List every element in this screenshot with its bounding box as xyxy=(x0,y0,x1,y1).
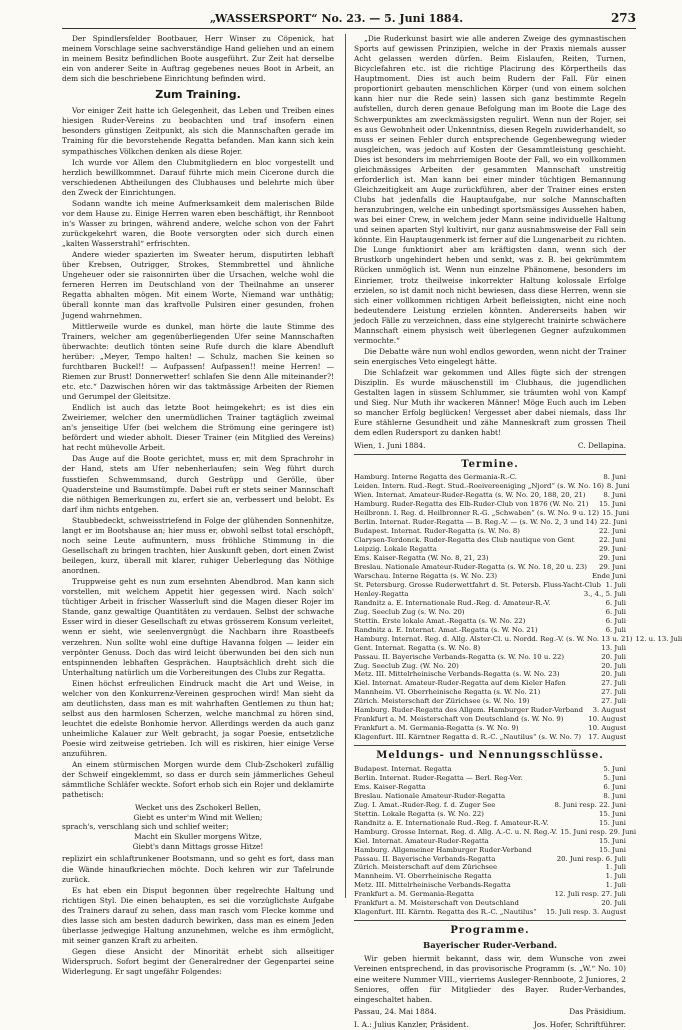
column-divider xyxy=(345,34,346,898)
verse-line: Giebt es unter'm Wind mit Wellen; xyxy=(133,812,263,822)
programme-text: Wir geben hiermit bekannt, dass wir, dem Wunsche von zwei Vereinen entsprechend, in das provisorische Programm (s. „W.“ No. 10) eine weitere Nummer VIII., vierriems Ausleger-Rennboote, 2 Juniores, 2 Seniores, offen für Mitglieder des Bayer. Ruder-Verbandes, eingeschaltet haben. xyxy=(354,954,626,1004)
section-rule xyxy=(354,920,626,921)
article-paragraph: „Die Ruderkunst basirt wie alle anderen Zweige des gymnastischen Sports auf gewissen Prinzipien, welche in der Praxis niemals ausser Acht gelassen werden dürfen. Beim Eislaufen, Reiten, Turnen, Bicyclefahren etc. ist die richtige Placirung des Körpertheils das Hauptmoment. Dies ist auch beim Rudern der Fall. Für einen proportionirt gebauten menschlichen Körper (und von einem solchen kann hier nur die Rede sein) lassen sich ganz bestimmte Regeln aufstellen, durch deren genaue Befolgung man im Boote die Lage des Schwerpunktes am zweckmässigsten regulirt. Wenn nun der Rojer, sei es aus Gewohnheit oder Unkenntniss, diesen Regeln zuwiderhandelt, so muss er seinen Fehler durch entsprechende Gegenbewegung wieder ausgleichen, was jedoch auf Kosten der Gesammtleistung geschieht. Dies ist besonders im mehrriemigen Boote der Fall, wo ein vollkommen gleichmässiges Arbeiten der gesammten Mannschaft unstreitig erforderlich ist. Man kann bei einer minder tüchtigen Bemannung Gleichzeitigkeit am Auge zurückführen, aber der Trainer eines ersten Clubs hat jedenfalls die Hauptaufgabe, nur solche Mannschaften heranzubringen, welche ein unbedingt sportsmässiges Aussehen haben, was bei einer Crew, in welchem jeder Mann seine individuelle Haltung und seinen aparten Styl kultivirt, nur ganz ausnahmsweise der Fall sein könnte. Ein Hauptaugenmerk ist ferner auf die Lungenarbeit zu richten. Die Lunge funktionirt aber am kräftigsten dann, wenn sich der Brustkorb ungehindert heben und senkt, was z. B. bei gekrümmtem Rücken unmöglich ist. Wenn nun einzelne Phänomene, besonders im Einriemer, trotz theilweise inkorrekter Haltung kolossale Erfolge erzielen, so ist damit noch nicht bewiesen, dass diese Herren, wenn sie sich einer vollkommen richtigen Arbeit befleissigten, nicht eine noch bedeutendere Leistung erzielen könnten. Andererseits haben wir jedoch Fälle zu verzeichnen, dass eine stylgerecht trainirte schwächere Mannschaft einem physisch weit überlegenen Gegner aufzukommen vermochte.“ xyxy=(354,34,626,345)
event-name: Berlin. Internat. Ruder-Regatta — Berl. Reg-Ver. xyxy=(354,773,523,782)
programme-org: Das Präsidium. xyxy=(569,1006,626,1016)
article-paragraph: Einen höchst erfreulichen Eindruck macht die Art und Weise, in welcher von den Konkurrenz-Vereinen gesprochen wird! Man sieht da am deutlichsten, dass man es mit wahrhaften Gentlemen zu thun hat; selbst aus den harmlosen Scherzen, welche manchmal zu hören sind, leuchtet die edelste Bonhomie hervor. Allerdings werden da auch ganz unheimliche Kalauer zur Welt gebracht, ja sogar Poesie, entsetzliche Poesie wird zeitweise getrieben. Ich will es riskiren, hier einige Verse anzuführen. xyxy=(62,678,334,759)
event-name: Randnitz a. E. Internationale Rud.-Reg. d. Amateur-R.-V. xyxy=(354,598,551,607)
event-name: Wien. Internat. Amateur-Ruder-Regatta (s. W. No. 20, 188, 20, 21) xyxy=(354,491,586,500)
article-paragraph: Es hat eben ein Disput begonnen über regelrechte Haltung und richtigen Styl. Die einen behaupten, es sei die vorzüglichste Aufgabe des Trainers darauf zu sehen, dass man rasch vom Flecke komme und dies lasse sich am besten dadurch bewirken, dass man es einem Jeden überlasse jedwegige Haltung anzunehmen, welche es ihm ermöglicht, mit seiner ganzen Kraft zu arbeiten. xyxy=(62,885,334,945)
event-date: 8. Juni resp. 22. Juni xyxy=(554,800,626,809)
event-date: 13. Juli xyxy=(601,643,626,652)
event-date: 29. Juni xyxy=(599,553,626,562)
event-name: Klagenfurt. III. Kärntner Regatta d. R.-C. „Nautilus“ (s. W. No. 7) xyxy=(354,733,582,742)
event-row xyxy=(354,554,626,563)
event-name: Warschau. Interne Regatta (s. W. No. 23) xyxy=(354,571,498,580)
page-number: 273 xyxy=(610,11,636,25)
event-name: Zürich. Meisterschaft auf dem Zürichsee xyxy=(354,863,498,872)
verse-line: Macht ein Skuller morgens Witze, xyxy=(134,832,262,842)
event-row xyxy=(354,608,626,617)
event-row xyxy=(354,908,626,917)
event-date: 3., 4., 5. Juli xyxy=(583,589,626,598)
event-row xyxy=(354,634,682,644)
article-paragraph: Vor einiger Zeit hatte ich Gelegenheit, das Leben und Treiben eines hiesigen Ruder-Vereins zu beobachten und traf insofern einen besonders günstigen Zeitpunkt, als sich die Mannschaften gerade im Training für die bevorstehende Regatta befanden. Man kann sich kein sympathisches Völkchen denken als diese Rojer. xyxy=(62,106,334,156)
event-name: Zug. I. Amat.-Ruder-Reg. f. d. Zuger See xyxy=(354,800,496,809)
event-row xyxy=(354,662,626,671)
event-date: 22. Juni xyxy=(599,526,626,535)
meldungs-heading: Meldungs- und Nennungsschlüsse. xyxy=(376,750,604,762)
event-date: 6. Juli xyxy=(605,616,626,625)
event-name: Heilbronn. I. Reg. d. Heilbronner R.-G. „Schwaben“ (s. W. No. 9 u. 12) xyxy=(354,509,600,518)
event-row xyxy=(354,837,626,846)
event-row xyxy=(354,617,626,626)
article-paragraph: Gegen diese Ansicht der Minorität erhebt sich allseitiger Widerspruch. Sofort begimt der Generalredner der Gegenpartei seine Widerlegung. Er sagt ungefähr Folgendes: xyxy=(62,947,334,977)
event-name: Frankfurt a. M. Germania-Regatta (s. W. No. 9) xyxy=(354,724,519,733)
event-date: 3. August xyxy=(592,706,626,715)
event-row xyxy=(354,855,626,864)
event-date: 8. Juni xyxy=(603,791,626,800)
event-date: 15. Juni xyxy=(599,836,626,845)
event-date: 10. August xyxy=(588,715,626,724)
event-name: Zug. Seeclub Zug. (W. No. 20) xyxy=(354,661,459,670)
event-date: 15. Juni xyxy=(599,845,626,854)
event-row xyxy=(354,697,626,706)
event-date: 22. Juni xyxy=(600,518,628,526)
event-row xyxy=(354,890,626,899)
programme-signature: Jos. Hofer, Schriftführer. xyxy=(533,1019,626,1029)
intro-paragraph: Der Spindlersfelder Bootbauer, Herr Winser zu Cöpenick, hat meinem Vorschlage seine sachverständige Hand geliehen und an einem in meinem Besitz befindlichen Boote ausgeführt. Zur Zeit hat derselbe ein von anderer Seite in Auftrag gegebenes neues Boot in Arbeit, an dem sich die beschriebene Einrichtung befinden wird. xyxy=(62,34,334,84)
event-date: Ende Juni xyxy=(592,571,626,580)
event-row xyxy=(354,801,626,810)
event-name: Clarysen-Terdonck. Ruder-Regatta des Club nautique von Gent xyxy=(354,535,575,544)
article-paragraph: Die Debatte wäre nun wohl endlos geworden, wenn nicht der Trainer sein energisches Veto eingelegt hätte. xyxy=(354,346,626,366)
event-date: 15. Juni xyxy=(599,500,626,509)
event-row xyxy=(354,810,626,819)
event-name: Henley-Regatta xyxy=(354,589,409,598)
article-paragraph: replizirt ein schlaftrunkener Bootsmann, und so geht es fort, dass man die Wände hinaufkriechen möchte. Doch kehren wir zur Tafelrunde zurück. xyxy=(62,854,334,884)
event-name: Hamburg. Ruder-Regatta des Elb-Ruder-Club von 1876 (W. No. 21) xyxy=(354,500,589,509)
event-date: 29. Juni xyxy=(599,544,626,553)
event-row xyxy=(354,706,626,715)
event-date: 15. Juni resp. 29. Juni xyxy=(560,827,637,836)
event-date: 15. Juni xyxy=(602,509,630,518)
event-date: 8. Juni xyxy=(606,482,630,491)
article-paragraph: Die Schlafzeit war gekommen und Alles fügte sich der strengen Disziplin. Es wurde mäuschenstill im Clubhaus, die jugendlichen Gestalten lagen in süssem Schlummer, sie träumten wohl von Kampf und Sieg. Nur Muth ihr wackeren Männer! Möge Euch auch im Leben so mancher Erfolg beglücken! Vergesset aber dabei niemals, dass Ihr Eure stählerne Gesundheit und zähe Manneskraft zum grossen Theil dem edlen Rudersport zu danken habt! xyxy=(354,368,626,438)
signature-place: Wien, 1. Juni 1884. xyxy=(354,440,426,450)
event-name: Breslau. Nationale Amateur-Ruder-Regatta (s. W. No. 18, 20 u. 23) xyxy=(354,562,587,571)
event-name: Stettin. Erste lokale Amat.-Regatta (s. W. No. 22) xyxy=(354,616,526,625)
event-row xyxy=(354,846,626,855)
event-name: Mannheim. VI. Oberrheinische Regatta xyxy=(354,872,492,881)
event-name: Randnitz a. E. Internationale Rud.-Reg. f. Amateur-R.-V. xyxy=(354,818,549,827)
event-name: Gent. Internat. Regatta (s. W. No. 8) xyxy=(354,643,481,652)
event-name: Metz. III. Mittelrheinische Verbands-Regatta (s. W. No. 23) xyxy=(354,670,560,679)
article-paragraph: An einem stürmischen Morgen wurde dem Club-Zschokerl zufällig der Schweif eingeklemmt, so dass er durch sein jämmerliches Geheul sämmtliche Schläfer weckte. Sofort erhob sich ein Rojer und deklamirte pathetisch: xyxy=(62,760,334,800)
event-date: 6. Juni xyxy=(603,782,626,791)
event-date: 6. Juli xyxy=(605,625,626,634)
article-paragraph: Ich wurde vor Allem den Clubmitgliedern en bloc vorgestellt und herzlich bewillkommnet. Darauf führte mich mein Cicerone durch die verschiedenen Abtheilungen des Clubhauses und belehrte mich über den Zweck der Einrichtungen. xyxy=(62,157,334,197)
event-row xyxy=(354,536,626,545)
verse-line: Giebt's dann Mittags grosse Hitze! xyxy=(132,842,264,852)
event-date: 20. Juli xyxy=(601,652,626,661)
event-row xyxy=(354,563,626,572)
event-name: Zürich. Meisterschaft der Zürichsee (s. W. No. 19) xyxy=(354,697,530,706)
event-date: 1. Juli xyxy=(605,580,626,589)
article-paragraph: Mittlerweile wurde es dunkel, man hörte die laute Stimme des Trainers, welcher am gegenüberliegenden Ufer seine Mannschaften überwachte: deutlich tönten seine Rufe durch die klare Abendluft herüber: „Meyer, Tempo halten! — Schulz, machen Sie keinen so furchtbaren Buckel!! — Aufpassen! Aufpassen!! meine Herren! — Riemen zur Brust! Donnerwetter! schlafen Sie denn Alle miteinander?! etc. etc.“ Dazwischen hören wir das taktmässige Arbeiten der Riemen und Gerumpel der Gleitsitze. xyxy=(62,321,334,402)
event-row xyxy=(354,715,626,724)
event-date: 1. Juli xyxy=(605,881,626,890)
event-row xyxy=(354,527,626,536)
event-name: Kiel. Internat. Amateur-Ruder-Regatta auf dem Kieler Hafen xyxy=(354,679,566,688)
event-name: Frankfurt a. M. Germania-Regatta xyxy=(354,890,474,899)
page-header xyxy=(62,8,636,29)
programme-subtitle: Bayerischer Ruder-Verband. xyxy=(423,940,557,951)
event-date: 27. Juli xyxy=(601,688,626,697)
left-column xyxy=(62,34,334,977)
event-name: Stettin. Lokale Regatta (s. W. No. 22) xyxy=(354,809,484,818)
verse-line: sprach's, verschlang sich und schlief weiter; xyxy=(62,822,229,832)
event-row xyxy=(354,473,626,482)
event-row xyxy=(354,599,626,608)
event-row xyxy=(354,644,626,653)
event-name: Frankfurt a. M. Meisterschaft von Deutschland (s. W. No. 9) xyxy=(354,715,564,724)
event-name: Hamburg. Allgemeiner Hamburger Ruder-Verband xyxy=(354,845,532,854)
termine-list xyxy=(354,473,682,742)
event-date: 10. August xyxy=(588,724,626,733)
right-column xyxy=(354,34,682,1029)
verse-line: Wecket uns des Zschokerl Bellen, xyxy=(135,802,261,812)
event-row xyxy=(354,545,626,554)
event-row xyxy=(354,590,626,599)
event-date: 22. Juni xyxy=(599,535,626,544)
event-name: Kiel. Internat. Amateur-Ruder-Regatta xyxy=(354,836,489,845)
article-paragraph: Das Auge auf die Boote gerichtet, muss er, mit dem Sprachrohr in der Hand, stets am Ufer nebenherlaufen; sein Weg führt durch fusstiefen Schwemmsand, durch Gestrüpp und Gerölle, über Quadersteine und Baumstümpfe. Dabei ruft er stets seiner Mannschaft die nöthigen Bemerkungen zu, erfert sie an, verbessert und belobt. Es darf ihm nichts entgehen. xyxy=(62,454,334,514)
event-row xyxy=(354,872,626,881)
event-date: 27. Juli xyxy=(601,697,626,706)
event-row xyxy=(354,653,626,662)
event-row xyxy=(354,679,626,688)
event-date: 20. Juni resp. 6. Juli xyxy=(556,854,626,863)
running-title: „WASSERSPORT“ No. 23. — 5. Juni 1884. xyxy=(209,11,464,25)
event-row xyxy=(354,482,630,491)
event-row xyxy=(354,491,626,500)
section-rule xyxy=(354,745,626,746)
event-row xyxy=(354,863,626,872)
event-name: Leipzig. Lokale Regatta xyxy=(354,544,437,553)
event-date: 20. Juli xyxy=(601,899,626,908)
event-row xyxy=(354,724,626,733)
programme-dateline xyxy=(354,1007,626,1017)
event-row xyxy=(354,581,626,590)
article-signature xyxy=(354,441,626,451)
poem-verse xyxy=(62,803,334,853)
event-row xyxy=(354,733,626,742)
section-rule xyxy=(354,454,626,455)
event-date: 1. Juli xyxy=(605,863,626,872)
event-name: Budapest. Internat. Regatta xyxy=(354,764,452,773)
event-row xyxy=(354,765,626,774)
termine-heading: Termine. xyxy=(461,458,519,470)
event-name: Randnitz a. E. Internat. Amat.-Regatta (s. W. No. 21) xyxy=(354,625,538,634)
event-date: 8. Juni xyxy=(603,473,626,482)
event-row xyxy=(354,572,626,581)
event-row xyxy=(354,626,626,635)
event-name: Metz. III. Mittelrheinische Verbands-Regatta xyxy=(354,881,511,890)
event-name: Passau. II. Bayerische Verbands-Regatta xyxy=(354,854,496,863)
event-date: 12. Juli resp. 27. Juli xyxy=(554,890,626,899)
event-name: Ems. Kaiser-Regatta (W. No. 8, 21, 23) xyxy=(354,553,489,562)
programme-signatures xyxy=(354,1020,626,1030)
event-date: 15. Juni xyxy=(599,809,626,818)
meldungs-list xyxy=(354,764,637,917)
event-date: 15. Juni xyxy=(599,818,626,827)
event-row xyxy=(354,783,626,792)
event-row xyxy=(354,819,626,828)
event-date: 12. u. 13. Juli xyxy=(635,634,682,643)
event-name: Klagenfurt. III. Kärntn. Regatta des R.-C. „Nautilus“ xyxy=(354,908,537,917)
event-date: 6. Juli xyxy=(605,607,626,616)
article-heading: Zum Training. xyxy=(155,88,241,102)
event-name: Leiden. Intern. Rud.-Regt. Stud.-Roeivereeniging „Njord“ (s. W. No. 16) xyxy=(354,482,604,491)
event-row xyxy=(354,518,626,527)
signature-name: C. Dellapina. xyxy=(577,440,626,450)
programme-signature: I. A.: Julius Kanzler, Präsident. xyxy=(354,1019,469,1029)
event-row xyxy=(354,509,630,518)
event-name: Berlin. Internat. Ruder-Regatta — B. Reg.-V. — (s. W. No. 2, 3 und 14) xyxy=(354,518,598,526)
event-row xyxy=(354,774,626,783)
event-date: 1. Juli xyxy=(605,872,626,881)
programme-place: Passau, 24. Mai 1884. xyxy=(354,1006,437,1016)
event-row xyxy=(354,688,626,697)
event-row xyxy=(354,827,637,837)
programme-heading: Programme. xyxy=(450,925,530,937)
event-row xyxy=(354,792,626,801)
event-date: 5. Juni xyxy=(603,764,626,773)
event-name: Passau. II. Bayerische Verbands-Regatta (s. W. No. 10 u. 22) xyxy=(354,652,565,661)
event-row xyxy=(354,500,626,509)
event-row xyxy=(354,881,626,890)
event-date: 8. Juni xyxy=(603,491,626,500)
event-name: Frankfurt a. M. Meisterschaft von Deutschland xyxy=(354,899,519,908)
event-name: Zug. Seeclub Zug (s. W. No. 20) xyxy=(354,607,465,616)
article-paragraph: Sodann wandte ich meine Aufmerksamkeit dem malerischen Bilde vor dem Hause zu. Einige Herren waren eben beschäftigt, ihr Rennboot in's Wasser zu bringen, während andere, welche schon von der Fahrt zurückgekehrt waren, die Boote versorgten oder sich durch einen „kalten Wasserstrahl“ erfrischten. xyxy=(62,198,334,249)
event-date: 29. Juni xyxy=(599,562,626,571)
event-row xyxy=(354,670,626,679)
event-date: 15. Juli resp. 3. August xyxy=(546,908,626,917)
event-date: 17. August xyxy=(588,733,626,742)
event-name: Hamburg. Internat. Reg. d. Allg. Alster-Cl. u. Nordd. Reg.-V. (s. W. No. 13 u. 21) xyxy=(354,634,633,643)
event-date: 20. Juli xyxy=(601,670,626,679)
event-name: Budapest. Internat. Ruder-Regatta (s. W. No. 8) xyxy=(354,526,520,535)
event-name: St. Petersburg. Grosse Ruderwettfahrt d. St. Petersb. Fluss-Yacht-Club xyxy=(354,580,601,589)
event-name: Mannheim. VI. Oberrheinische Regatta (s. W. No. 21) xyxy=(354,688,541,697)
event-name: Breslau. Nationale Amateur-Ruder-Regatta xyxy=(354,791,506,800)
event-name: Hamburg. Ruder-Regatta des Allgem. Hamburger Ruder-Verband xyxy=(354,706,584,715)
article-paragraph: Andere wieder spazierten im Sweater herum, disputirten lebhaft über Krebsen, Outrigger, Strokes, Stemmbrettel und ähnliche Ungeheuer oder sie raisonnirten über die Ursachen, welche wohl die ferneren Herren im Deutschland von der Theilnahme an unserer Regatta abhalten mögen. Mit einem Worte, Niemand war unthätig; überall konnte man das kraftvolle Pulsiren einer gesunden, frohen Jugend wahrnehmen. xyxy=(62,250,334,320)
event-name: Hamburg. Interne Regatta des Germania-R.-C. xyxy=(354,473,517,482)
event-date: 20. Juli xyxy=(601,661,626,670)
article-paragraph: Truppweise geht es nun zum ersehnten Abendbrod. Man kann sich vorstellen, mit welchem Appetit hier gegessen wird. Nach solch' tüchtiger Arbeit in frischer Wasserluft sind die Magen dieser Rojer im Stande, ganz gewaltige Quantitäten zu verdauen. Selbst der schwache Esser wird in dieser Gesellschaft zu etwas grösserem Konsum verleitet, wenn er sieht, wie seelenvergnügt die Nachbarn ihre Roastbeefs verzehren. Nun sollte wohl eine duftige Havanna folgen — leider ein verpönter Genuss. Doch das wird leicht überwunden bei den sich nun entspinnenden lebhaften Gesprächen. Hauptsächlich dreht sich die Unterhaltung natürlich um die Vorbereitungen des Clubs zur Regatta. xyxy=(62,577,334,677)
event-name: Hamburg. Grosse Internat. Reg. d. Allg. A.-C. u. N. Reg.-V. xyxy=(354,827,558,836)
event-date: 5. Juni xyxy=(603,773,626,782)
event-date: 6. Juli xyxy=(605,598,626,607)
event-date: 27. Juli xyxy=(601,679,626,688)
article-paragraph: Endlich ist auch das letzte Boot heimgekehrt; es ist dies ein Zweiriemer, welcher den unermüdlichen Trainer tagtäglich zweimal an's jenseitige Ufer (bei welchem die Strömung eine geringere ist) befördert und wieder abholt. Dieser Trainer (ein Mitglied des Vereins) hat recht mühevolle Arbeit. xyxy=(62,403,334,453)
article-paragraph: Staubbedeckt, schweisstriefend in Folge der glühenden Sonnenhitze, langt er im Bootshause an; hier muss er, obwohl selbst total erschöpft, noch seine Leute aufmuntern, muss fröhliche Stimmung in die Gesellschaft zu bringen trachten, hier Auskunft geben, dort einen Zwist beilegen, kurz, überall mit klarer, ruhiger Ueberlegung das Nöthige anordnen. xyxy=(62,515,334,576)
event-row xyxy=(354,899,626,908)
event-name: Ems. Kaiser-Regatta xyxy=(354,782,426,791)
